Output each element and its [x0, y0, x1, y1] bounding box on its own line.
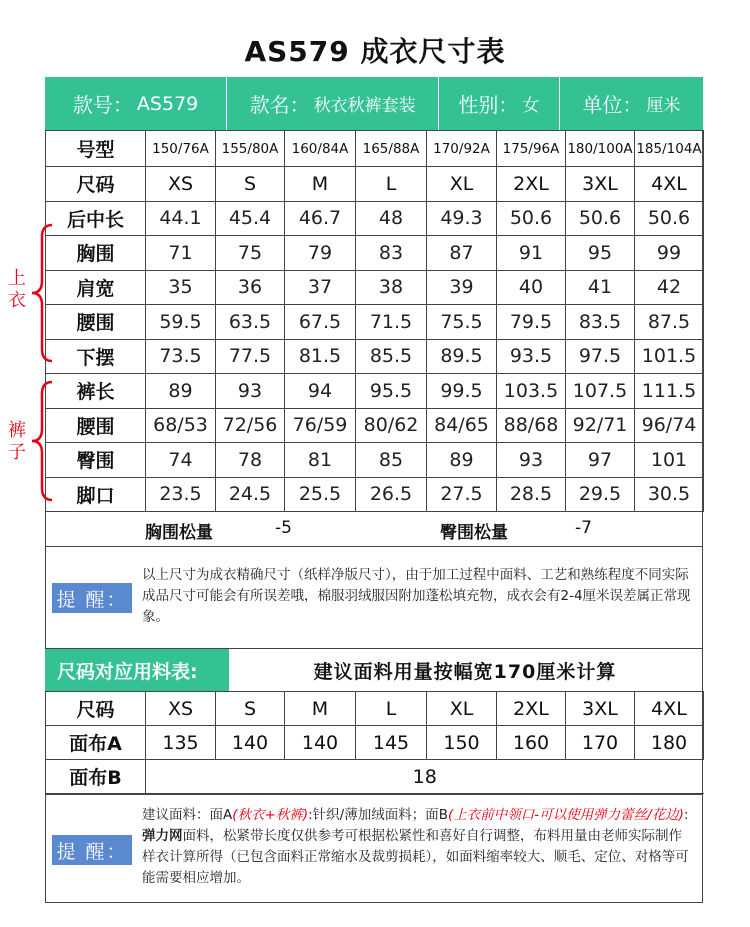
- style-no-label: 款号：: [72, 93, 133, 117]
- table-cell: 95: [566, 236, 635, 271]
- table-cell: 80/62: [356, 408, 427, 443]
- table-cell: 93: [216, 374, 285, 409]
- fabric-size-row: [46, 692, 704, 726]
- hip-looseness-value: -7: [575, 518, 592, 538]
- table-cell: 160: [497, 726, 566, 760]
- table-cell: L: [356, 167, 427, 202]
- row-label: 面布A: [46, 726, 146, 760]
- fabric-table-header: [45, 648, 703, 691]
- table-cell: 36: [216, 270, 285, 305]
- table-cell: 175/96A: [497, 131, 566, 167]
- table-cell: 68/53: [146, 408, 216, 443]
- row-label: 胸围: [46, 236, 146, 271]
- table-cell: 26.5: [356, 477, 427, 512]
- table-cell: 2XL: [497, 692, 566, 726]
- table-cell: 59.5: [146, 305, 216, 340]
- reminder2-part5: :: [683, 807, 689, 823]
- style-no-value: AS579: [136, 92, 199, 115]
- table-cell: 93.5: [497, 339, 566, 374]
- table-cell: 180: [635, 726, 704, 760]
- row-pants-1: [46, 408, 704, 443]
- table-cell: 93: [497, 443, 566, 478]
- table-cell: 97: [566, 443, 635, 478]
- table-cell: 170: [566, 726, 635, 760]
- reminder-badge-2: 提 醒：: [52, 835, 132, 865]
- table-cell: 18: [146, 760, 704, 794]
- table-cell: 28.5: [497, 477, 566, 512]
- row-size: [46, 167, 704, 202]
- table-cell: 155/80A: [216, 131, 285, 167]
- table-cell: 97.5: [566, 339, 635, 374]
- table-cell: 67.5: [285, 305, 356, 340]
- fabric-calc-note: 建议面料用量按幅宽170厘米计算: [313, 661, 617, 683]
- table-cell: 50.6: [497, 201, 566, 236]
- page-title: AS579 成衣尺寸表: [244, 35, 506, 68]
- table-cell: 45.4: [216, 201, 285, 236]
- table-cell: 87: [427, 236, 497, 271]
- row-top-2: [46, 270, 704, 305]
- table-cell: 101.5: [635, 339, 704, 374]
- table-cell: 29.5: [566, 477, 635, 512]
- table-cell: 180/100A: [566, 131, 635, 167]
- table-cell: XL: [427, 167, 497, 202]
- gender-cell: [439, 77, 559, 130]
- table-cell: 25.5: [285, 477, 356, 512]
- unit-value: 厘米: [646, 96, 681, 116]
- reminder2-part3: :针织/薄加绒面料；面B: [308, 807, 448, 823]
- table-cell: 44.1: [146, 201, 216, 236]
- looseness-row: [45, 511, 703, 546]
- table-cell: 140: [285, 726, 356, 760]
- table-cell: 92/71: [566, 408, 635, 443]
- table-cell: 81: [285, 443, 356, 478]
- size-table: [45, 130, 704, 512]
- row-pants-2: [46, 443, 704, 478]
- table-cell: 89.5: [427, 339, 497, 374]
- table-cell: 84/65: [427, 408, 497, 443]
- table-cell: 111.5: [635, 374, 704, 409]
- style-no-cell: [45, 77, 227, 130]
- table-cell: 170/92A: [427, 131, 497, 167]
- table-cell: 99.5: [427, 374, 497, 409]
- table-cell: 38: [356, 270, 427, 305]
- row-label: 号型: [46, 131, 146, 167]
- row-label: 尺码: [46, 692, 146, 726]
- table-cell: 74: [146, 443, 216, 478]
- table-cell: 63.5: [216, 305, 285, 340]
- reminder2-part4: (上衣前中领口-可以使用弹力蕾丝/花边): [447, 807, 684, 823]
- row-top-4: [46, 339, 704, 374]
- fabric-a-row: [46, 726, 704, 760]
- table-cell: 185/104A: [635, 131, 704, 167]
- table-cell: 37: [285, 270, 356, 305]
- table-cell: 99: [635, 236, 704, 271]
- table-cell: 135: [146, 726, 216, 760]
- table-cell: L: [356, 692, 427, 726]
- gender-label: 性别：: [458, 93, 519, 117]
- table-cell: 150/76A: [146, 131, 216, 167]
- row-top-1: [46, 236, 704, 271]
- top-group-brace: [30, 223, 54, 363]
- table-cell: 75.5: [427, 305, 497, 340]
- table-cell: XL: [427, 692, 497, 726]
- row-top-0: [46, 201, 704, 236]
- table-cell: 24.5: [216, 477, 285, 512]
- fabric-b-row: [46, 760, 704, 794]
- table-cell: 83.5: [566, 305, 635, 340]
- reminder-text-2: [142, 805, 694, 889]
- table-cell: 101: [635, 443, 704, 478]
- reminder2-part6: 弹力网: [142, 828, 183, 844]
- unit-cell: [560, 77, 703, 130]
- table-cell: 107.5: [566, 374, 635, 409]
- table-cell: 89: [146, 374, 216, 409]
- table-cell: 49.3: [427, 201, 497, 236]
- table-cell: 76/59: [285, 408, 356, 443]
- table-cell: 85: [356, 443, 427, 478]
- row-top-3: [46, 305, 704, 340]
- row-hx: [46, 131, 704, 167]
- table-cell: 39: [427, 270, 497, 305]
- row-label: 尺码: [46, 167, 146, 202]
- table-cell: 48: [356, 201, 427, 236]
- gender-value: 女: [522, 96, 540, 116]
- table-cell: 96/74: [635, 408, 704, 443]
- table-cell: 50.6: [566, 201, 635, 236]
- row-pants-3: [46, 477, 704, 512]
- reminder2-part1: 建议面料：面A: [142, 807, 233, 823]
- table-cell: 78: [216, 443, 285, 478]
- table-cell: 79: [285, 236, 356, 271]
- table-cell: 160/84A: [285, 131, 356, 167]
- reminder-text-1: 以上尺寸为成衣精确尺寸（纸样净版尺寸），由于加工过程中面料、工艺和熟练程度不同实际成品尺寸可能会有所误差哦，棉服羽绒服因附加蓬松填充物，成衣会有2-4厘米误差属正常现象。: [142, 567, 691, 625]
- table-cell: 3XL: [566, 167, 635, 202]
- table-cell: XS: [146, 167, 216, 202]
- table-cell: 35: [146, 270, 216, 305]
- table-cell: 42: [635, 270, 704, 305]
- row-label: 腰围: [46, 305, 146, 340]
- table-cell: 41: [566, 270, 635, 305]
- table-cell: 46.7: [285, 201, 356, 236]
- table-cell: 73.5: [146, 339, 216, 374]
- fabric-table: [45, 691, 704, 794]
- row-label: 下摆: [46, 339, 146, 374]
- table-cell: 23.5: [146, 477, 216, 512]
- row-label: 面布B: [46, 760, 146, 794]
- table-cell: 81.5: [285, 339, 356, 374]
- row-label: 臀围: [46, 443, 146, 478]
- pants-group-label: 裤子: [8, 420, 26, 463]
- table-cell: 95.5: [356, 374, 427, 409]
- table-cell: 83: [356, 236, 427, 271]
- row-label: 裤长: [46, 374, 146, 409]
- table-cell: 3XL: [566, 692, 635, 726]
- reminder2-part7: 面料，松紧带长度仅供参考可根据松紧性和喜好自行调整，布料用量由老师实际制作样衣计算所得（已包含面料正常缩水及裁剪损耗），如面料缩率较大、顺毛、定位、对格等可能需要相应增加。: [142, 828, 689, 886]
- table-cell: 145: [356, 726, 427, 760]
- pants-group-brace: [30, 380, 54, 502]
- row-label: 后中长: [46, 201, 146, 236]
- table-cell: 2XL: [497, 167, 566, 202]
- table-cell: 27.5: [427, 477, 497, 512]
- table-cell: 4XL: [635, 167, 704, 202]
- table-cell: XS: [146, 692, 216, 726]
- table-cell: 85.5: [356, 339, 427, 374]
- style-name-cell: [227, 77, 439, 130]
- table-cell: 40: [497, 270, 566, 305]
- table-cell: 89: [427, 443, 497, 478]
- row-label: 腰围: [46, 408, 146, 443]
- style-name-value: 秋衣秋裤套装: [313, 96, 416, 116]
- reminder-box-1: [45, 546, 703, 648]
- table-cell: 91: [497, 236, 566, 271]
- row-label: 肩宽: [46, 270, 146, 305]
- table-cell: 79.5: [497, 305, 566, 340]
- table-cell: 140: [216, 726, 285, 760]
- table-cell: 88/68: [497, 408, 566, 443]
- row-pants-0: [46, 374, 704, 409]
- table-cell: 103.5: [497, 374, 566, 409]
- table-cell: 87.5: [635, 305, 704, 340]
- style-name-label: 款名：: [249, 93, 310, 117]
- table-cell: S: [216, 167, 285, 202]
- table-cell: 150: [427, 726, 497, 760]
- table-cell: 94: [285, 374, 356, 409]
- table-cell: 30.5: [635, 477, 704, 512]
- header-band: [45, 77, 703, 130]
- chest-looseness-label: 胸围松量: [145, 523, 213, 543]
- top-group-label: 上衣: [8, 268, 26, 311]
- reminder-box-2: [45, 794, 703, 903]
- table-cell: 72/56: [216, 408, 285, 443]
- table-cell: 75: [216, 236, 285, 271]
- row-label: 脚口: [46, 477, 146, 512]
- reminder-badge-1: 提 醒：: [52, 583, 132, 613]
- chest-looseness-value: -5: [275, 518, 292, 538]
- reminder2-part2: (秋衣+秋裤): [232, 807, 309, 823]
- table-cell: S: [216, 692, 285, 726]
- table-cell: 71: [146, 236, 216, 271]
- hip-looseness-label: 臀围松量: [440, 523, 508, 543]
- fabric-table-title: 尺码对应用料表:: [45, 649, 229, 691]
- table-cell: 4XL: [635, 692, 704, 726]
- unit-label: 单位：: [582, 93, 643, 117]
- table-cell: 71.5: [356, 305, 427, 340]
- table-cell: 50.6: [635, 201, 704, 236]
- table-cell: M: [285, 692, 356, 726]
- table-cell: M: [285, 167, 356, 202]
- table-cell: 165/88A: [356, 131, 427, 167]
- table-cell: 77.5: [216, 339, 285, 374]
